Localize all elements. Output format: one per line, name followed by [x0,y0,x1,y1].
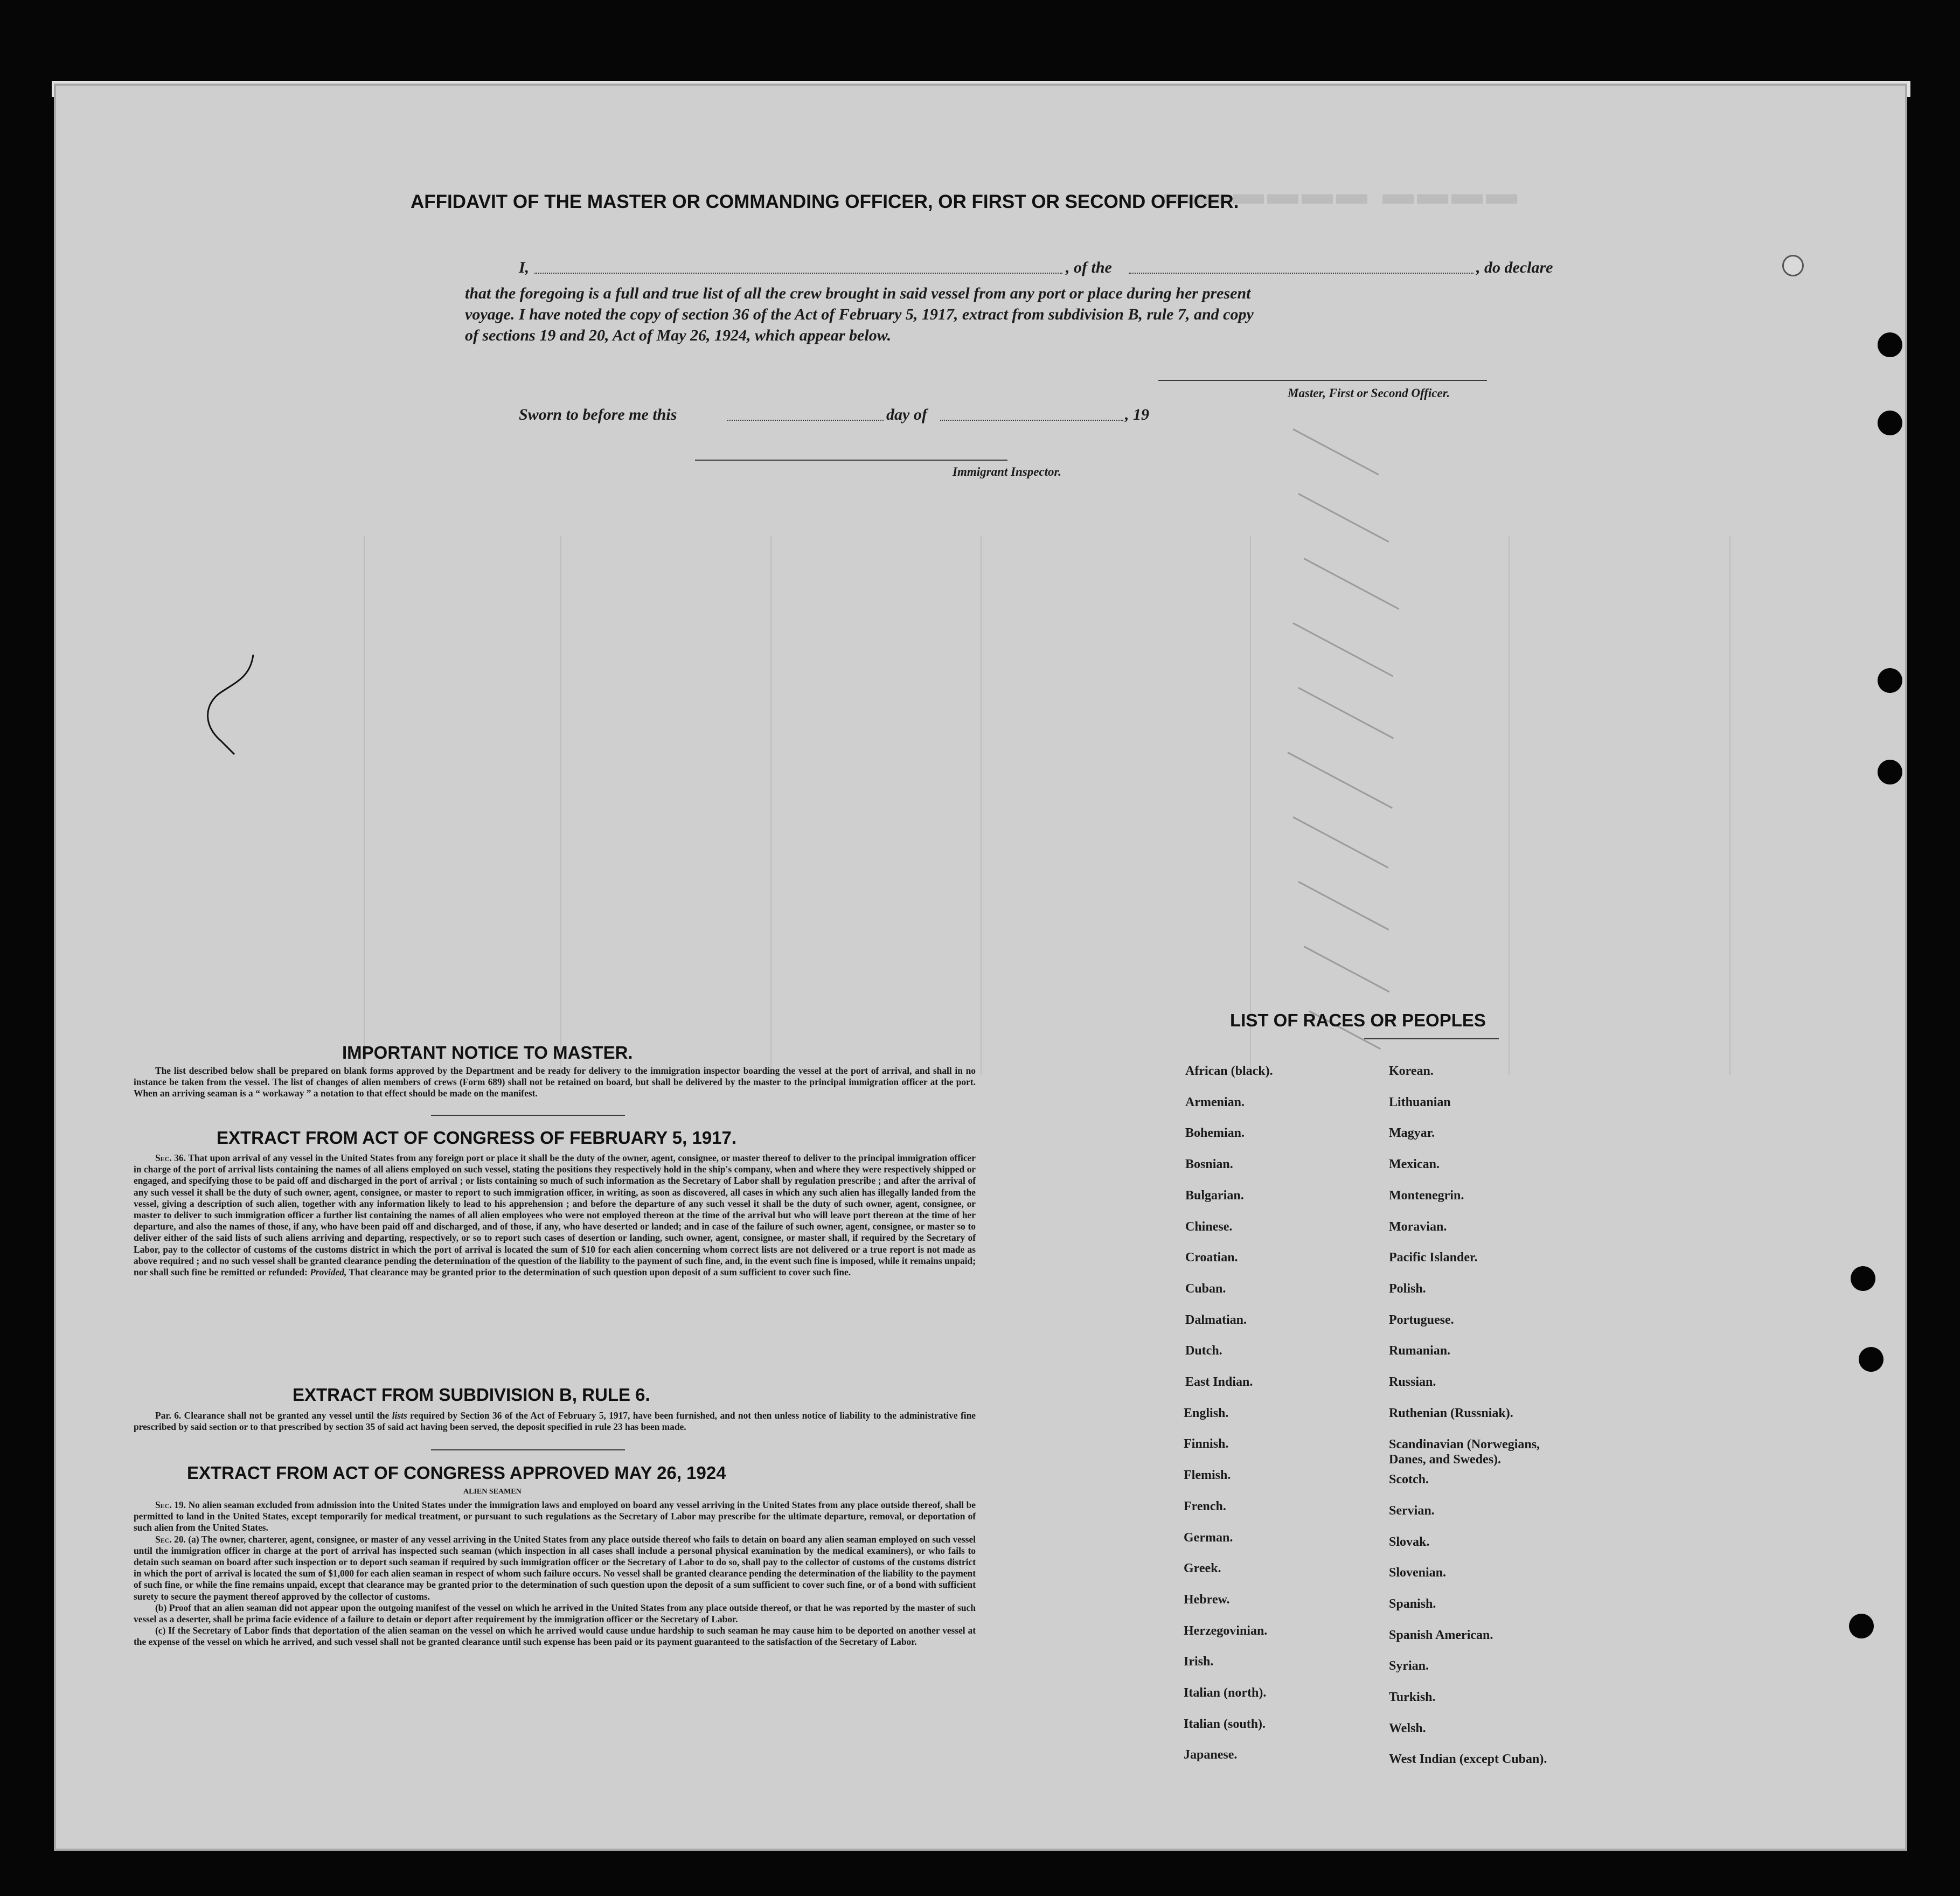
race-item: Bulgarian. [1185,1188,1244,1203]
sworn-day-blank [727,420,884,421]
race-item: Flemish. [1184,1468,1231,1483]
affidavit-do-declare: , do declare [1476,259,1553,276]
year-prefix: , 19 [1125,406,1149,423]
pencil-slash-mark [1298,687,1394,739]
extract-1924-body [134,1499,976,1648]
race-item: Finnish. [1184,1437,1229,1451]
notice-title: IMPORTANT NOTICE TO MASTER. [342,1043,633,1062]
punch-hole [1878,668,1902,693]
race-item: Irish. [1184,1655,1214,1669]
race-item: Spanish. [1389,1596,1436,1611]
race-item: Dutch. [1185,1344,1222,1358]
sec-20a-text: (a) The owner, charterer, agent, consignee, or master of any vessel arriving in the United States from any place outside thereof who fails to detain on board any alien seaman employed on such vessel until the immigration officer in charge at the port of arrival has inspected such seaman (which inspection in all cases shall include a personal physical examination by the medical examiners), or who fails to detain such seaman on board after such inspection or to deport such seaman if required by such immigration officer or the Secretary of Labor to do so, shall pay to the collector of customs of the customs district in which the port of arrival is located the sum of $1,000 for each alien seaman in respect of whom such failure occurs. No vessel shall be granted clearance pending the determination of the liability to the payment of such fine, or while the fine remains unpaid, except that clearance may be granted prior to the determination of such question upon the deposit of a sum sufficient to cover such fine, or of a bond with sufficient surety to secure the payment thereof approved by the collector of customs. [134,1533,976,1602]
bleed-column-line [1250,536,1251,1075]
race-item: Servian. [1389,1503,1435,1518]
punch-hole [1849,1614,1874,1638]
affidavit-line-1: that the foregoing is a full and true list of all the crew brought in said vessel from any port or place during her present [465,284,1251,302]
race-item: Slovenian. [1389,1566,1447,1580]
race-item: Lithuanian [1389,1095,1451,1109]
master-caption: Master, First or Second Officer. [1288,386,1450,400]
sec-20c-text: (c) If the Secretary of Labor finds that deportation of the alien seaman on the vessel on which he arrived would cause undue hardship to such seaman he may cause him to be deported on another vessel at the expense of the vessel on which he arrived, and such vessel shall not be granted clearance until such expense has been paid or its payment guaranteed to the satisfaction of the Secretary of Labor. [134,1625,976,1648]
race-item: Mexican. [1389,1157,1440,1172]
race-item: Welsh. [1389,1721,1426,1735]
affidavit-pronoun: I, [519,259,530,276]
affidavit-line-3: of sections 19 and 20, Act of May 26, 1924, which appear below. [465,327,892,344]
punch-hole [1782,255,1804,276]
race-item: Montenegrin. [1389,1188,1464,1203]
pencil-slash-mark [1292,622,1393,677]
race-item: Pacific Islander. [1389,1251,1478,1265]
rule6-text-b: required by Section 36 of the Act of February 5, 1917, have been furnished, and not then unless notice of liability to the administrative fine prescribed by said section or to that prescribed by section 35 of said act having been served, the deposit specified in rule 23 has been made. [134,1410,976,1433]
race-item: Polish. [1389,1281,1426,1296]
bleed-column-line [770,536,772,1075]
extract-1924-title: EXTRACT FROM ACT OF CONGRESS APPROVED MAY 26, 1924 [187,1463,726,1483]
punch-hole [1878,332,1902,357]
race-item: Scandinavian (Norwegians, Danes, and Swedes). [1389,1437,1540,1467]
race-item: Spanish American. [1389,1628,1493,1642]
race-item: West Indian (except Cuban). [1389,1752,1547,1767]
manifest-sheet [54,84,1907,1851]
rule6-lists: lists [392,1410,407,1421]
race-item: Armenian. [1185,1095,1245,1109]
race-item: Moravian. [1389,1219,1447,1234]
race-item: Japanese. [1184,1748,1238,1762]
bleed-column-line [1509,536,1510,1075]
day-of-label: day of [886,406,927,423]
punch-hole [1878,760,1902,784]
race-item: Italian (south). [1184,1717,1266,1731]
proviso-label: Provided, [310,1267,347,1278]
race-item: Croatian. [1185,1251,1238,1265]
race-item: Magyar. [1389,1126,1435,1141]
pen-scribble [199,649,275,757]
race-item: Hebrew. [1184,1592,1230,1607]
sec-36-label: Sec. 36. [155,1152,186,1163]
extract-rule6-title: EXTRACT FROM SUBDIVISION B, RULE 6. [293,1385,650,1405]
race-item: Chinese. [1185,1219,1233,1234]
race-item: East Indian. [1185,1375,1253,1389]
extract-1917-title: EXTRACT FROM ACT OF CONGRESS OF FEBRUARY 5, 1917. [217,1128,737,1148]
race-item: Bohemian. [1185,1126,1245,1141]
pencil-slash-mark [1292,816,1388,869]
extract-rule6-body [134,1410,976,1433]
race-item: Dalmatian. [1185,1312,1247,1327]
race-item: Greek. [1184,1561,1221,1576]
master-signature-line [1158,380,1487,381]
race-item: Turkish. [1389,1690,1436,1704]
inspector-signature-line [695,460,1007,461]
sec-20-label: Sec. 20. [155,1533,186,1545]
notice-body [134,1065,976,1100]
section-divider [431,1115,625,1116]
pencil-slash-mark [1298,881,1389,930]
pencil-slash-mark [1287,752,1393,809]
bleed-column-line [981,536,982,1075]
proviso-text: That clearance may be granted prior to the determination of such question upon deposit of a sum sufficient to cover such fine. [349,1267,851,1278]
race-item: English. [1184,1406,1229,1420]
bleed-column-line [560,536,561,1075]
race-item: Slovak. [1389,1534,1430,1549]
races-title: LIST OF RACES OR PEOPLES [1230,1010,1486,1030]
bleed-column-line [1729,536,1730,1075]
races-title-underline [1364,1038,1499,1039]
race-item: African (black). [1185,1064,1273,1078]
punch-hole [1851,1266,1875,1291]
extract-1924-subtitle: ALIEN SEAMEN [463,1488,522,1496]
vessel-blank [1129,273,1474,274]
name-blank [534,273,1062,274]
punch-hole [1859,1347,1883,1372]
inspector-caption: Immigrant Inspector. [953,465,1061,478]
extract-1917-body [134,1152,976,1278]
race-item: Korean. [1389,1064,1434,1078]
sec-19-label: Sec. 19. [155,1499,186,1510]
race-item: Scotch. [1389,1473,1429,1487]
pencil-slash-mark [1298,493,1389,543]
race-item: French. [1184,1499,1226,1513]
sworn-month-blank [940,420,1123,421]
bleed-through-title: ▬▬▬▬▬▬ ▬▬▬▬ [1164,176,1521,211]
race-item: Rumanian. [1389,1344,1451,1358]
sec-20b-text: (b) Proof that an alien seaman did not appear upon the outgoing manifest of the vessel on which he arrived in the United States from any place outside thereof, or that he was reported by the master of such vessel as a deserter, shall be prima facie evidence of a failure to detain or deport after requirement by the immigration officer or the Secretary of Labor. [134,1602,976,1625]
pencil-slash-mark [1303,558,1399,610]
race-item: Herzegovinian. [1184,1623,1268,1638]
race-item: Italian (north). [1184,1686,1267,1700]
bleed-column-line [364,536,365,1075]
affidavit-title: AFFIDAVIT OF THE MASTER OR COMMANDING OFFICER, OR FIRST OR SECOND OFFICER. [411,191,1239,212]
race-item: Ruthenian (Russniak). [1389,1406,1513,1420]
affidavit-line-2: voyage. I have noted the copy of section 36 of the Act of February 5, 1917, extract from subdivision B, rule 7, and copy [465,305,1254,323]
pencil-slash-mark [1292,428,1379,475]
race-item: Bosnian. [1185,1157,1233,1172]
pencil-slash-mark [1303,946,1389,992]
race-item: Portuguese. [1389,1312,1454,1327]
notice-text: The list described below shall be prepared on blank forms approved by the Department and be ready for delivery to the immigration inspector boarding the vessel at the port of arrival, and shall in no instance be taken from the vessel. The list of changes of alien members of crews (Form 689) shall not be retained on board, but shall be delivered by the master to the principal immigration officer at the port. When an arriving seaman is a “ workaway ” a notation to that effect should be made on the manifest. [134,1065,976,1099]
race-item: German. [1184,1530,1233,1545]
rule6-text-a: Par. 6. Clearance shall not be granted any vessel until the [155,1410,390,1421]
race-item: Russian. [1389,1375,1436,1389]
section-divider [431,1449,625,1450]
punch-hole [1878,411,1902,435]
affidavit-of-the: , of the [1066,259,1112,276]
race-item: Cuban. [1185,1281,1226,1296]
sworn-label: Sworn to before me this [519,406,677,423]
sec-36-text: That upon arrival of any vessel in the United States from any foreign port or place it shall be the duty of the owner, agent, consignee, or master thereof to deliver to the principal immigration officer in charge of the port of arrival lists containing the names of all aliens employed on such vessel, stating the positions they respectively hold in the ship's company, when and where they were respectively shipped or engaged, and specifying those to be paid off and discharged in the port of arrival ; or lists containing so much of such information as the Secretary of Labor shall by regulation prescribe ; and after the arrival of any such vessel it shall be the duty of such owner, agent, consignee, or master to report to such immigration officer, in writing, as soon as discovered, all cases in which any such alien has illegally landed from the vessel, giving a description of such alien, together with any information likely to lead to his apprehension ; and before the departure of any such vessel it shall be the duty of such owner, agent, consignee, or master to deliver to such immigration officer a further list containing the names of all alien employees who were not employed thereon at the time of the arrival but who will leave port thereon at the time of her departure, and also the names of those, if any, who have been paid off and discharged, and of those, if any, who have deserted or landed; and in case of the failure of such owner, agent, consignee, or master so to deliver either of the said lists of such aliens arriving and departing, respectively, or so to report such cases of desertion or landing, such owner, agent, consignee, or master shall, if required by the Secretary of Labor, pay to the collector of customs of the customs district in which the port of arrival is located the sum of $10 for each alien concerning whom correct lists are not delivered or a true report is not made as above required ; and no such vessel shall be granted clearance pending the determination of the question of the liability to the payment of such fine, and, in the event such fine is imposed, while it remains unpaid; nor shall such fine be remitted or refunded: [134,1152,976,1278]
race-item: Syrian. [1389,1659,1429,1673]
sec-19-text: No alien seaman excluded from admission into the United States under the immigration laws and employed on board any vessel arriving in the United States from any place outside thereof, shall be permitted to land in the United States, except temporarily for medical treatment, or pursuant to such regulations as the Secretary of Labor may prescribe for the ultimate departure, removal, or deportation of such alien from the United States. [134,1499,976,1533]
